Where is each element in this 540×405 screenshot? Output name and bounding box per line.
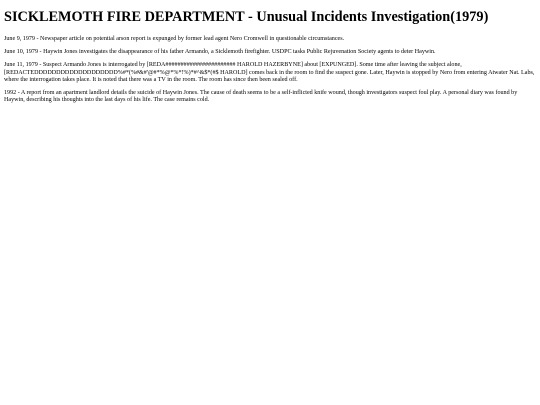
page-title: SICKLEMOTH FIRE DEPARTMENT - Unusual Incidents Investigation(1979) [4,9,489,25]
timeline-entry-june-10: June 10, 1979 - Haywin Jones investigates the disappearance of his father Armando, a Sicklemoth firefighter. USDPC tasks Public Rejuvenation Society agents to deter Haywin. [4,49,436,56]
timeline-entry-june-11: June 11, 1979 - Suspect Armando Jones is interrogated by [REDA####################### HAROLD HAZERBYNE] about [EXPUNGED]. Some time after leaving the subject alone, [REDACTEDDDDDDDDDDDDDDDDDDD%#*(%#&#'@#*%@*%*!%)*#^&$*(#$ HAROLD] comes back in the room to find the suspect gone. Later, Haywin is stopped by Nero from entering Atwater Nat. Labs, where the interrogation takes place. It is noted that there was a TV in the room. The room has since then been sealed off. [4,62,535,83]
timeline-entry-june-9: June 9, 1979 - Newspaper article on potential arson report is expunged by former lead agent Nero Cromwell in questionable circumstances. [4,36,345,42]
timeline-entry-1992: 1992 - A report from an apartment landlord details the suicide of Haywin Jones. The cause of death seems to be a self-inflicted knife wound, though investigators suspect foul play. A personal diary was found by Haywin, describing his thoughts into the last days of his life. The case remains cold. [4,90,518,104]
